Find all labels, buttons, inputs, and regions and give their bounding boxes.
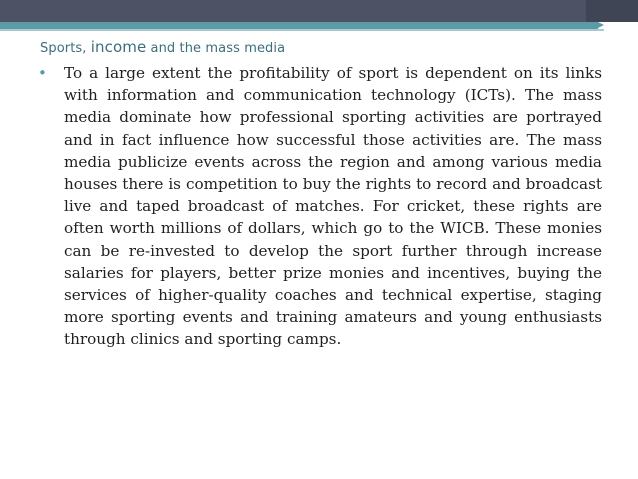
slide-title-emphasis: income — [90, 38, 147, 56]
bullet-text: To a large extent the profitability of sport is dependent on its links with information and communication technology (ICTs). The mass media dominate how professional sporting activities are portrayed and in fact influence how successful those activities are. The mass media publicize events across the region and among various media houses there is competition to buy the rights to record and broadcast live and taped broadcast of matches. For cricket, these rights are often worth millions of dollars, which go to the WICB. These monies can be re-invested to develop the sport further through increase salaries for players, better prize monies and incentives, buying the services of higher-quality coaches and technical expertise, staging more sporting events and training amateurs and young enthusiasts through clinics and sporting camps. — [64, 64, 602, 349]
slide-title — [40, 38, 285, 56]
slide-title-part-1: Sports, — [40, 41, 91, 56]
header-band-accent — [586, 0, 638, 22]
header-accent-underline — [0, 29, 604, 31]
slide-body — [38, 62, 602, 351]
header-accent-line — [0, 22, 598, 29]
bullet-item — [38, 62, 602, 351]
header-band — [0, 0, 638, 22]
bullet-icon: • — [38, 64, 47, 82]
slide-title-part-3: and the mass media — [146, 41, 286, 56]
